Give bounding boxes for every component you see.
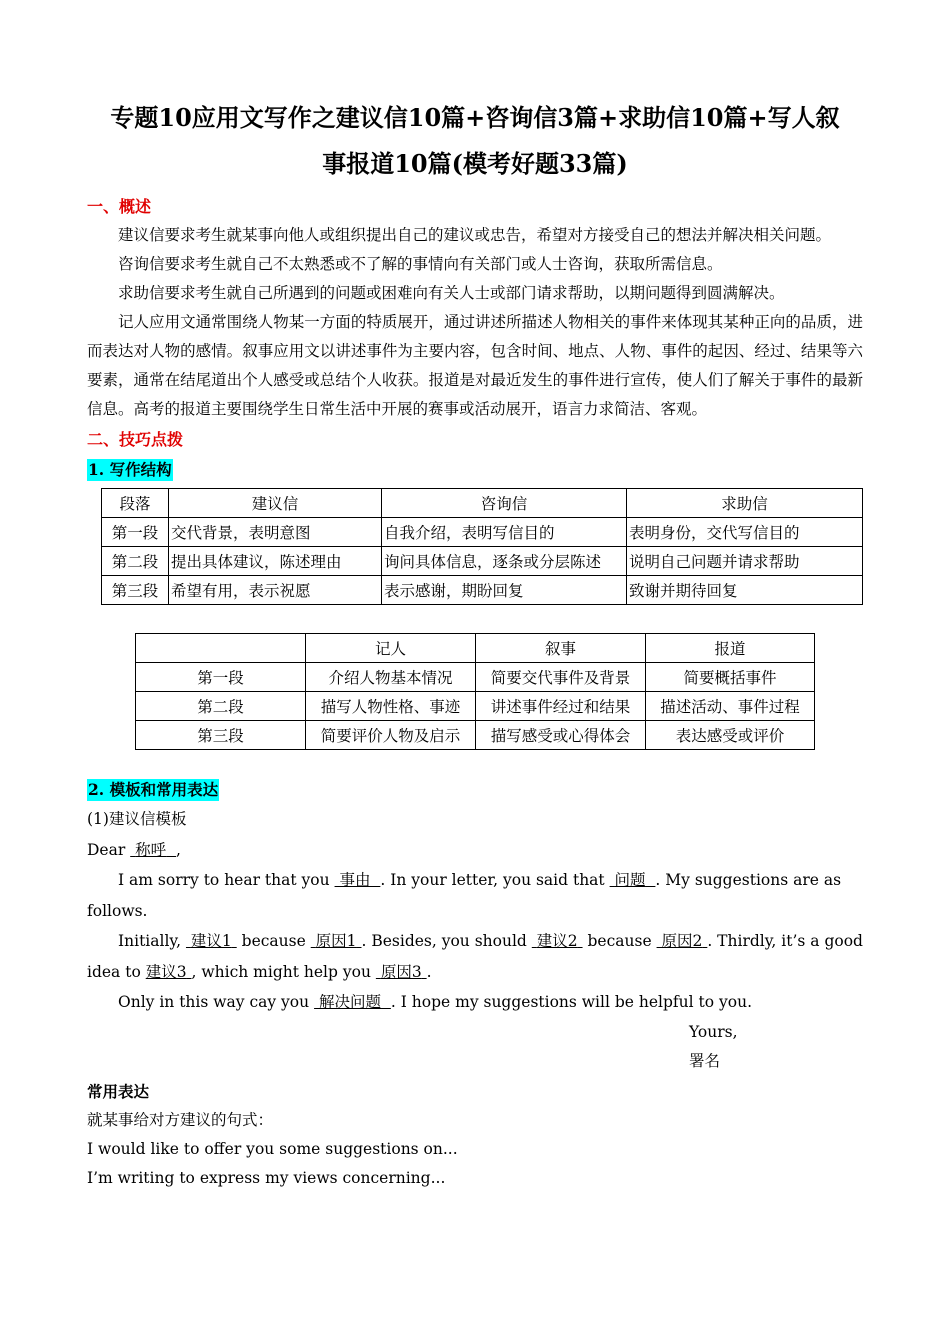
table-row [102,576,863,605]
section-heading-tips: 二、技巧点拨 [87,430,184,449]
blank-reason-2: 原因2 [661,932,703,950]
letter-closing: Yours, [689,1022,738,1041]
table-cell: 询问具体信息，逐条或分层陈述 [382,547,627,576]
document-page [87,95,863,1193]
subheading-templates: 2. 模板和常用表达 [88,780,219,799]
table-cell: 表示感谢，期盼回复 [382,576,627,605]
template-title: (1)建议信模板 [87,810,187,828]
table-cell: 提出具体建议，陈述理由 [169,547,382,576]
table-row [102,518,863,547]
blank-problem: 问题 [614,871,646,889]
table-row [136,663,815,692]
table-cell: 讲述事件经过和结果 [476,692,646,721]
table-cell: 描写人物性格、事迹 [306,692,476,721]
structure-table-letters [101,488,863,605]
table-cell: 简要交代事件及背景 [476,663,646,692]
table-cell: 描述活动、事件过程 [646,692,815,721]
blank-reason-1: 原因1 [315,932,357,950]
subheading-structure: 1. 写作结构 [88,460,172,479]
expression-line: 就某事给对方建议的句式： [87,1110,274,1129]
blank-reason: 事由 [339,871,371,889]
table-header-cell [136,634,306,663]
blank-suggestion-2: 建议2 [536,932,578,950]
salutation-blank: 称呼 [135,840,167,859]
table-cell: 描写感受或心得体会 [476,721,646,750]
paragraph: 求助信要求考生就自己所遇到的问题或困难向有关人士或部门请求帮助，以期问题得到圆满解决。 [118,284,785,302]
paragraph: 记人应用文通常围绕人物某一方面的特质展开，通过讲述所描述人物相关的事件来体现其某种正向的品质，进而表达对人物的感情。叙事应用文以讲述事件为主要内容，包含时间、地点、人物、事件的起因、经过、结果等六要素，通常在结尾道出个人感受或总结个人收获。报道是对最近发生的事件进行宣传，使人们了解关于事件的最新信息。高考的报道主要围绕学生日常生活中开展的赛事或活动展开，语言力求简洁、客观。 [87,313,863,418]
expression-line: I’m writing to express my views concerning... [87,1168,446,1187]
table-row [136,721,815,750]
table-cell: 第一段 [136,663,306,692]
table-cell: 交代背景，表明意图 [169,518,382,547]
table-cell: 表明身份，交代写信目的 [627,518,863,547]
section-heading-overview: 一、概述 [87,197,152,216]
paragraph: 咨询信要求考生就自己不太熟悉或不了解的事情向有关部门或人士咨询，获取所需信息。 [118,255,723,273]
letter-signature: 署名 [689,1052,721,1070]
table-cell: 简要概括事件 [646,663,815,692]
table-header-cell: 建议信 [169,489,382,518]
letter-paragraph-2: Initially, 建议1 because 原因1 . Besides, you should 建议2 because 原因2 . Thirdly, it’s a good idea to 建议3 , which might help you 原因3 . [87,932,863,981]
table-cell: 第二段 [102,547,169,576]
table-cell: 自我介绍，表明写信目的 [382,518,627,547]
dear-text: Dear [87,840,126,859]
table-row [102,547,863,576]
table-cell: 介绍人物基本情况 [306,663,476,692]
table-header-row [136,634,815,663]
table-cell: 第一段 [102,518,169,547]
table-cell: 第三段 [136,721,306,750]
table-header-cell: 求助信 [627,489,863,518]
letter-paragraph-3: Only in this way cay you 解决问题 . I hope my suggestions will be helpful to you. [118,993,752,1011]
table-header-cell: 段落 [102,489,169,518]
letter-paragraph-1: I am sorry to hear that you 事由 . In your letter, you said that 问题 . My suggestions are as follows. [87,871,842,920]
structure-table-narratives [135,633,815,750]
table-header-cell: 叙事 [476,634,646,663]
table-cell: 致谢并期待回复 [627,576,863,605]
table-cell: 简要评价人物及启示 [306,721,476,750]
table-header-cell: 记人 [306,634,476,663]
page-title [87,95,863,187]
table-header-row [102,489,863,518]
table-row [136,692,815,721]
table-cell: 第三段 [102,576,169,605]
blank-suggestion-1: 建议1 [190,932,232,950]
table-header-cell: 咨询信 [382,489,627,518]
title-line-1: 专题10应用文写作之建议信10篇+咨询信3篇+求助信10篇+写人叙 [110,103,840,132]
table-cell: 表达感受或评价 [646,721,815,750]
paragraph: 建议信要求考生就某事向他人或组织提出自己的建议或忠告，希望对方接受自己的想法并解决相关问题。 [118,226,832,244]
letter-salutation: Dear 称呼 , [87,840,181,859]
blank-reason-3: 原因3 [380,962,422,981]
table-cell: 第二段 [136,692,306,721]
blank-solve-problem: 解决问题 [319,993,382,1011]
table-cell: 希望有用，表示祝愿 [169,576,382,605]
table-cell: 说明自己问题并请求帮助 [627,547,863,576]
table-header-cell: 报道 [646,634,815,663]
expression-line: I would like to offer you some suggestions on... [87,1139,458,1158]
expressions-heading: 常用表达 [87,1081,150,1101]
blank-suggestion-3: 建议3 [145,962,187,981]
title-line-2: 事报道10篇(模考好题33篇) [322,149,628,178]
